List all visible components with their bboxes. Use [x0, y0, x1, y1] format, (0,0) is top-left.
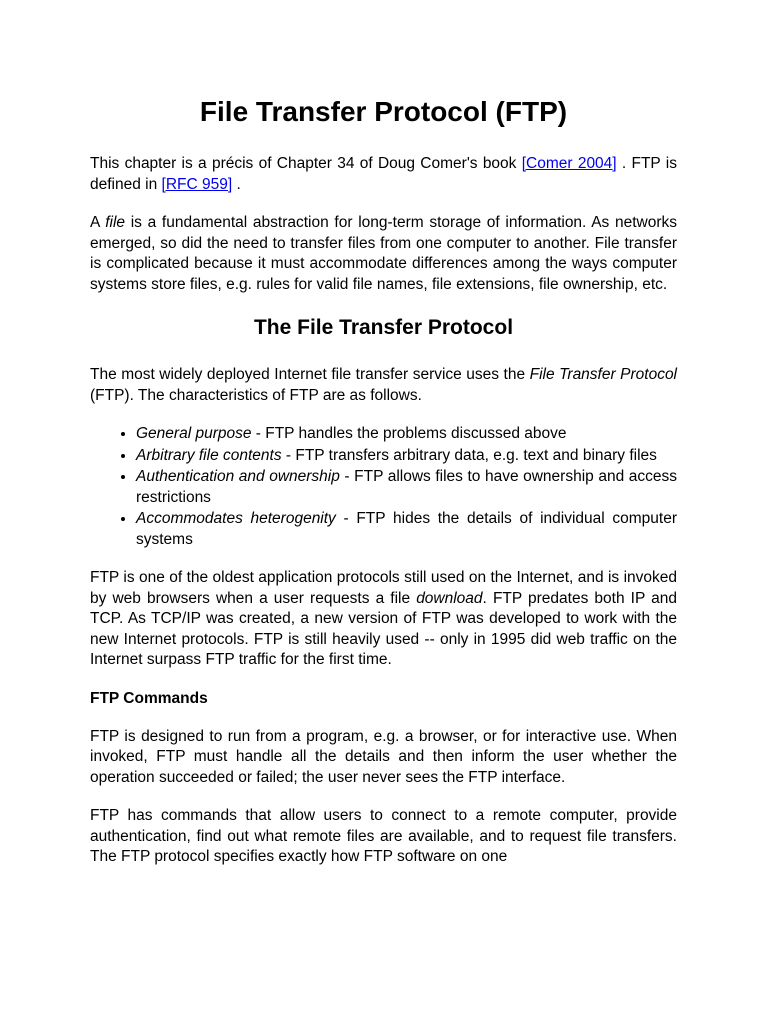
- deployed-rest: (FTP). The characteristics of FTP are as follows.: [90, 386, 422, 404]
- intro-text-2: . FTP is defined in: [90, 155, 677, 193]
- file-para-lead: A: [90, 214, 106, 231]
- oldest-protocol-paragraph: [90, 568, 677, 671]
- characteristic-term: Authentication and ownership: [136, 468, 340, 485]
- characteristic-desc: - FTP hides the details of individual computer systems: [136, 510, 677, 548]
- intro-text: This chapter is a précis of Chapter 34 of Doug Comer's book: [90, 155, 522, 172]
- document-page: [90, 92, 677, 886]
- characteristic-desc: - FTP transfers arbitrary data, e.g. text and binary files: [281, 446, 657, 464]
- list-item: [136, 446, 677, 467]
- list-item: [136, 467, 677, 508]
- deployed-lead: The most widely deployed Internet file transfer service uses the: [90, 366, 530, 383]
- list-item: [136, 509, 677, 550]
- characteristic-term: General purpose: [136, 425, 252, 442]
- file-term: file: [105, 214, 126, 231]
- rfc-959-link[interactable]: [RFC 959]: [161, 175, 233, 193]
- ftp-full-name: File Transfer Protocol: [529, 366, 678, 383]
- oldest-lead: FTP is one of the oldest application protocols still used on the Internet, and is invoked by web browsers when a user requests a file: [90, 569, 677, 607]
- characteristic-desc: - FTP allows files to have ownership and access restrictions: [136, 468, 677, 506]
- intro-text-3: .: [232, 175, 241, 193]
- intro-paragraph: [90, 154, 677, 195]
- oldest-rest: . FTP predates both IP and TCP. As TCP/IP was created, a new version of FTP was developed to work with the new Internet protocols. FTP is still heavily used -- only in 1995 did web traffic on the Internet surpass FTP traffic for the first time.: [90, 589, 677, 668]
- commands-paragraph: FTP has commands that allow users to connect to a remote computer, provide authentication, find out what remote files are available, and to request file transfers. The FTP protocol specifies exactly how FTP software on one: [90, 807, 677, 865]
- deployed-paragraph: [90, 365, 677, 406]
- file-para-rest: is a fundamental abstraction for long-term storage of information. As networks emerged, so did the need to transfer files from one computer to another. File transfer is complicated because it must accommodate differences among the ways computer systems store files, e.g. rules for valid file names, file extensions, file ownership, etc.: [90, 214, 678, 293]
- download-term: download: [416, 589, 483, 607]
- designed-paragraph: FTP is designed to run from a program, e.g. a browser, or for interactive use. When invoked, FTP must handle all the details and then inform the user whether the operation succeeded or failed; the user never sees the FTP interface.: [90, 727, 677, 786]
- page-title: File Transfer Protocol (FTP): [199, 96, 568, 127]
- characteristics-list: [90, 424, 677, 550]
- section-title: The File Transfer Protocol: [253, 316, 514, 339]
- comer-2004-link[interactable]: [Comer 2004]: [521, 155, 617, 172]
- characteristic-term: Arbitrary file contents: [136, 446, 282, 464]
- ftp-commands-heading: FTP Commands: [90, 689, 208, 707]
- list-item: [136, 424, 677, 445]
- characteristic-desc: - FTP handles the problems discussed above: [251, 425, 567, 442]
- characteristic-term: Accommodates heterogenity: [136, 510, 336, 527]
- file-definition-paragraph: [90, 213, 677, 295]
